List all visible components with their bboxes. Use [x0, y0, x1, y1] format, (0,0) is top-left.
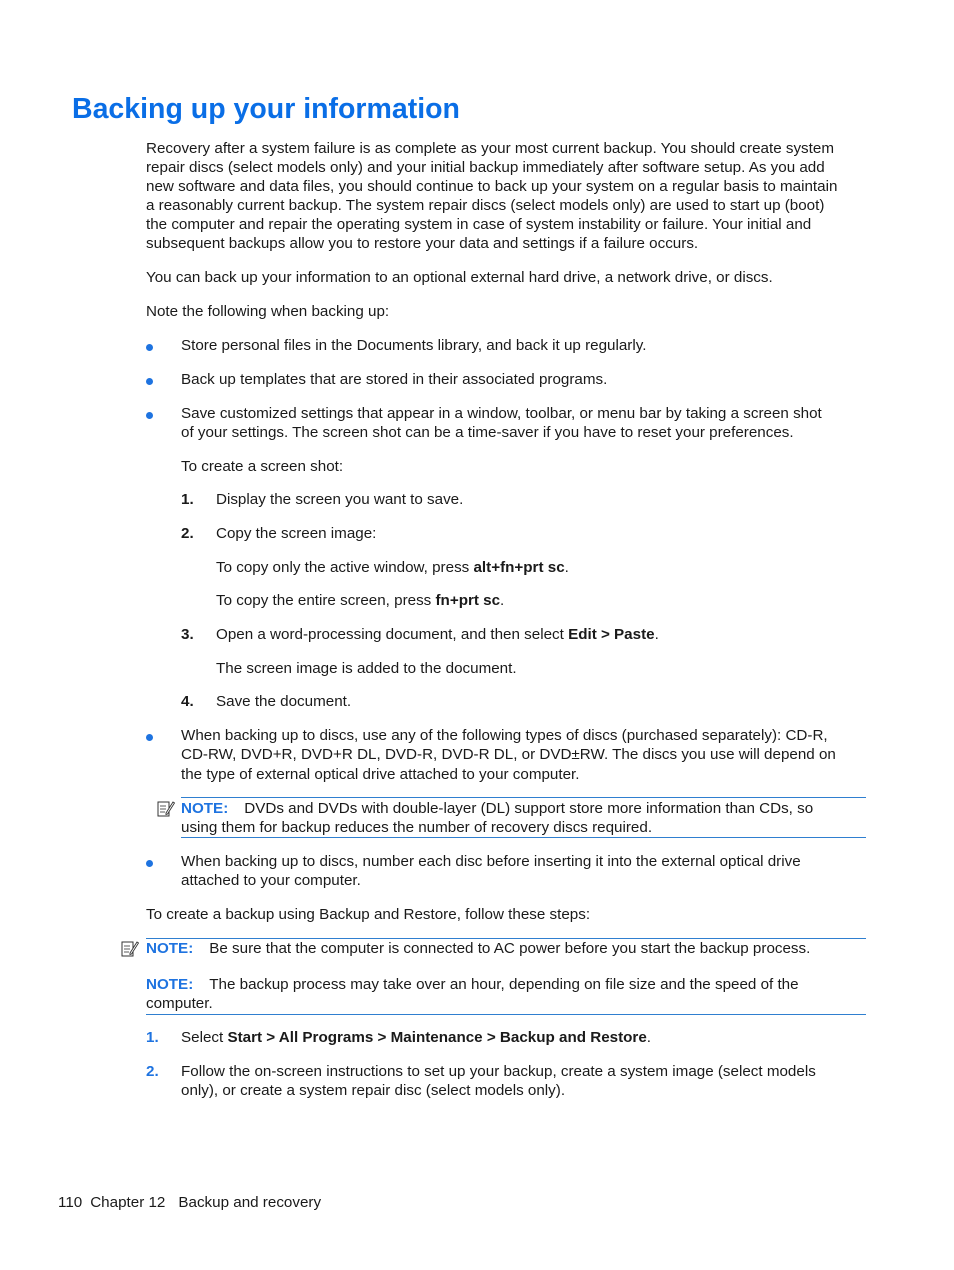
- note-dvd-line1: [181, 799, 813, 819]
- step-number: 2.: [146, 1063, 159, 1080]
- bullet-marker: [146, 860, 153, 867]
- section-label: Backup and recovery: [178, 1194, 322, 1211]
- bullet-marker: [146, 344, 153, 351]
- bullet-number-discs-line: When backing up to discs, number each disc before inserting it into the external optical drive: [181, 853, 801, 870]
- note-time-line2: computer.: [146, 995, 213, 1012]
- keyboard-shortcut: alt+fn+prt sc: [473, 559, 565, 576]
- note-bottom-rule: [146, 1014, 866, 1015]
- menu-path: Edit > Paste: [568, 626, 655, 643]
- backup-destinations-paragraph: You can back up your information to an optional external hard drive, a network drive, or discs.: [146, 269, 773, 286]
- bullet-settings-line: of your settings. The screen shot can be a time-saver if you have to reset your preferences.: [181, 424, 794, 441]
- instruction-text: To copy the entire screen, press: [216, 592, 436, 609]
- note-dvd-line2: using them for backup reduces the number of recovery discs required.: [181, 819, 653, 836]
- bullet-discs-line: When backing up to discs, use any of the following types of discs (purchased separately): CD-R,: [181, 727, 828, 744]
- note-label: NOTE:: [146, 976, 194, 993]
- step-number: 1.: [146, 1029, 159, 1046]
- note-bottom-rule: [181, 837, 866, 838]
- intro-line: the computer and repair the operating system in case of system instability or failure. Your initial and: [146, 216, 812, 233]
- note-label: NOTE:: [181, 800, 229, 817]
- step-follow-instructions-line: Follow the on-screen instructions to set up your backup, create a system image (select models: [181, 1063, 816, 1080]
- punctuation: .: [654, 626, 659, 643]
- note-top-rule: [181, 797, 866, 798]
- instruction-text: To copy only the active window, press: [216, 559, 474, 576]
- bullet-discs-line: the type of external optical drive attached to your computer.: [181, 766, 580, 783]
- copy-active-window-instruction: [216, 558, 569, 578]
- chapter-label: Chapter 12: [90, 1194, 166, 1211]
- note-text: DVDs and DVDs with double-layer (DL) support store more information than CDs, so: [244, 800, 814, 817]
- screen-image-added: The screen image is added to the document.: [216, 660, 517, 677]
- note-time-line1: [146, 975, 799, 995]
- step-number: 1.: [181, 491, 194, 508]
- step-number: 3.: [181, 626, 194, 643]
- copy-entire-screen-instruction: [216, 591, 504, 611]
- step-text: [216, 625, 659, 645]
- keyboard-shortcut: fn+prt sc: [435, 592, 501, 609]
- intro-line: subsequent backups allow you to restore your data and settings if a failure occurs.: [146, 235, 699, 252]
- note-pencil-icon: [157, 800, 175, 817]
- page-number: 110: [58, 1194, 83, 1211]
- bullet-discs-line: CD-RW, DVD+R, DVD+R DL, DVD-R, DVD-R DL, or DVD±RW. The discs you use will depend on: [181, 746, 836, 763]
- punctuation: .: [500, 592, 505, 609]
- bullet-marker: [146, 734, 153, 741]
- menu-path: Start > All Programs > Maintenance > Backup and Restore: [227, 1029, 647, 1046]
- step-text: Save the document.: [216, 693, 352, 710]
- step-text: Display the screen you want to save.: [216, 491, 464, 508]
- intro-line: new software and data files, you should continue to back up your system on a regular basis to maintain: [146, 178, 838, 195]
- note-following-paragraph: Note the following when backing up:: [146, 303, 390, 320]
- step-select-backup: [181, 1028, 651, 1048]
- punctuation: .: [646, 1029, 652, 1046]
- step-number: 4.: [181, 693, 194, 710]
- bullet-marker: [146, 378, 153, 385]
- bullet-settings-line: Save customized settings that appear in a window, toolbar, or menu bar by taking a screen shot: [181, 405, 822, 422]
- page-footer: [58, 1193, 321, 1213]
- screenshot-intro: To create a screen shot:: [181, 458, 344, 475]
- note-text: The backup process may take over an hour, depending on file size and the speed of the: [209, 976, 799, 993]
- intro-line: Recovery after a system failure is as complete as your most current backup. You should create system: [146, 140, 834, 157]
- note-label: NOTE:: [146, 940, 194, 957]
- backup-restore-intro: To create a backup using Backup and Restore, follow these steps:: [146, 906, 591, 923]
- punctuation: .: [564, 559, 569, 576]
- note-pencil-icon: [121, 940, 139, 957]
- step-text-plain: Select: [181, 1029, 228, 1046]
- bullet-documents: Store personal files in the Documents library, and back it up regularly.: [181, 337, 647, 354]
- step-follow-instructions-line: only), or create a system repair disc (select models only).: [181, 1082, 566, 1099]
- step-text: Copy the screen image:: [216, 525, 377, 542]
- page-title: Backing up your information: [72, 93, 460, 125]
- intro-line: a reasonably current backup. The system repair discs (select models only) are used to start up (boot): [146, 197, 825, 214]
- step-number: 2.: [181, 525, 194, 542]
- bullet-templates: Back up templates that are stored in their associated programs.: [181, 371, 608, 388]
- note-power: [146, 939, 810, 959]
- note-text: Be sure that the computer is connected to AC power before you start the backup process.: [209, 940, 811, 957]
- bullet-marker: [146, 412, 153, 419]
- intro-line: repair discs (select models only) and your initial backup immediately after software setup. As you add: [146, 159, 825, 176]
- bullet-number-discs-line: attached to your computer.: [181, 872, 361, 889]
- step-text-plain: Open a word-processing document, and then select: [216, 626, 569, 643]
